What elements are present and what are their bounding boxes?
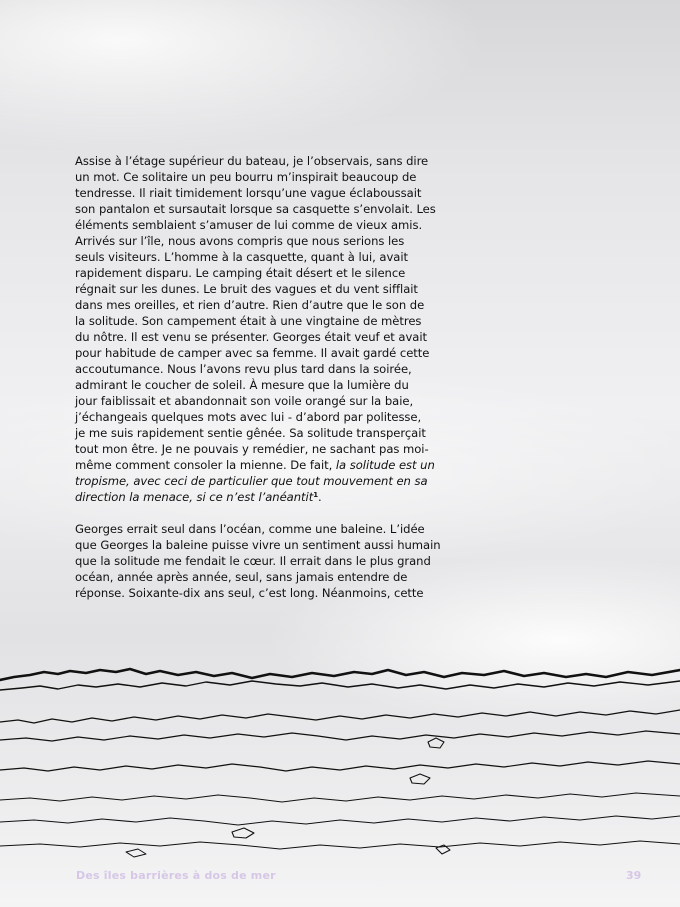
- text-line: tout mon être. Je ne pouvais y remédier, ne sachant pas moi-: [75, 442, 429, 456]
- quote-text: la solitude est un: [335, 458, 435, 472]
- footnote-marker[interactable]: 1: [313, 491, 319, 499]
- text-line: je me suis rapidement sentie gênée. Sa solitude transperçait: [75, 426, 426, 440]
- page-number: 39: [626, 869, 642, 882]
- body-text: [75, 153, 467, 617]
- text-line: la solitude. Son campement était à une vingtaine de mètres: [75, 314, 422, 328]
- text-line: dans mes oreilles, et rien d’autre. Rien d’autre que le son de: [75, 298, 425, 312]
- wave-blob: [428, 738, 444, 748]
- wave-blob: [232, 828, 254, 838]
- text-line: éléments semblaient s’amuser de lui comme de vieux amis.: [75, 218, 423, 232]
- text-line: rapidement disparu. Le camping était désert et le silence: [75, 266, 406, 280]
- text-line: régnait sur les dunes. Le bruit des vagues et du vent sifflait: [75, 282, 418, 296]
- text-line: du nôtre. Il est venu se présenter. Georges était veuf et avait: [75, 330, 428, 344]
- wave-illustration: [0, 650, 680, 870]
- text-line: Arrivés sur l’île, nous avons compris que nous serions les: [75, 234, 405, 248]
- text-line: océan, année après année, seul, sans jamais entendre de: [75, 570, 408, 584]
- wave-line: [0, 681, 680, 690]
- text-line: que la solitude me fendait le cœur. Il errait dans le plus grand: [75, 554, 431, 568]
- wave-line: [0, 669, 680, 680]
- text-line: [75, 473, 467, 489]
- text-line: pour habitude de camper avec sa femme. Il avait gardé cette: [75, 346, 430, 360]
- text-line: que Georges la baleine puisse vivre un sentiment aussi humain: [75, 538, 441, 552]
- text-line: admirant le coucher de soleil. À mesure que la lumière du: [75, 378, 409, 392]
- quote-text: direction la menace, si ce n’est l’anéantit: [75, 490, 314, 504]
- text-run: même comment consoler la mienne. De fait,: [75, 458, 336, 472]
- text-line: son pantalon et sursautait lorsque sa casquette s’envolait. Les: [75, 202, 436, 216]
- text-line: [75, 457, 467, 473]
- wave-line: [0, 731, 680, 741]
- wave-line: [0, 816, 680, 825]
- paragraph-2: [75, 521, 467, 601]
- text-line: jour faiblissait et abandonnait son voile orangé sur la baie,: [75, 394, 414, 408]
- end-punctuation: .: [318, 490, 322, 504]
- paragraph-1: [75, 153, 467, 505]
- text-line: j’échangeais quelques mots avec lui - d’abord par politesse,: [75, 410, 422, 424]
- text-line: accoutumance. Nous l’avons revu plus tard dans la soirée,: [75, 362, 412, 376]
- wave-line: [0, 761, 680, 771]
- wave-line: [0, 710, 680, 723]
- wave-blob: [126, 849, 146, 857]
- quote-text: tropisme, avec ceci de particulier que tout mouvement en sa: [75, 474, 428, 488]
- text-line: tendresse. Il riait timidement lorsqu’une vague éclaboussait: [75, 186, 422, 200]
- text-line: seuls visiteurs. L’homme à la casquette, quant à lui, avait: [75, 250, 408, 264]
- wave-blob: [410, 774, 430, 784]
- text-line: Assise à l’étage supérieur du bateau, je l’observais, sans dire: [75, 154, 429, 168]
- text-line: réponse. Soixante-dix ans seul, c’est long. Néanmoins, cette: [75, 586, 424, 600]
- wave-line: [0, 841, 680, 849]
- footer-title: Des îles barrières à dos de mer: [76, 869, 276, 882]
- text-line: [75, 489, 467, 505]
- text-line: un mot. Ce solitaire un peu bourru m’inspirait beaucoup de: [75, 170, 417, 184]
- text-line: Georges errait seul dans l’océan, comme une baleine. L’idée: [75, 522, 425, 536]
- wave-line: [0, 793, 680, 802]
